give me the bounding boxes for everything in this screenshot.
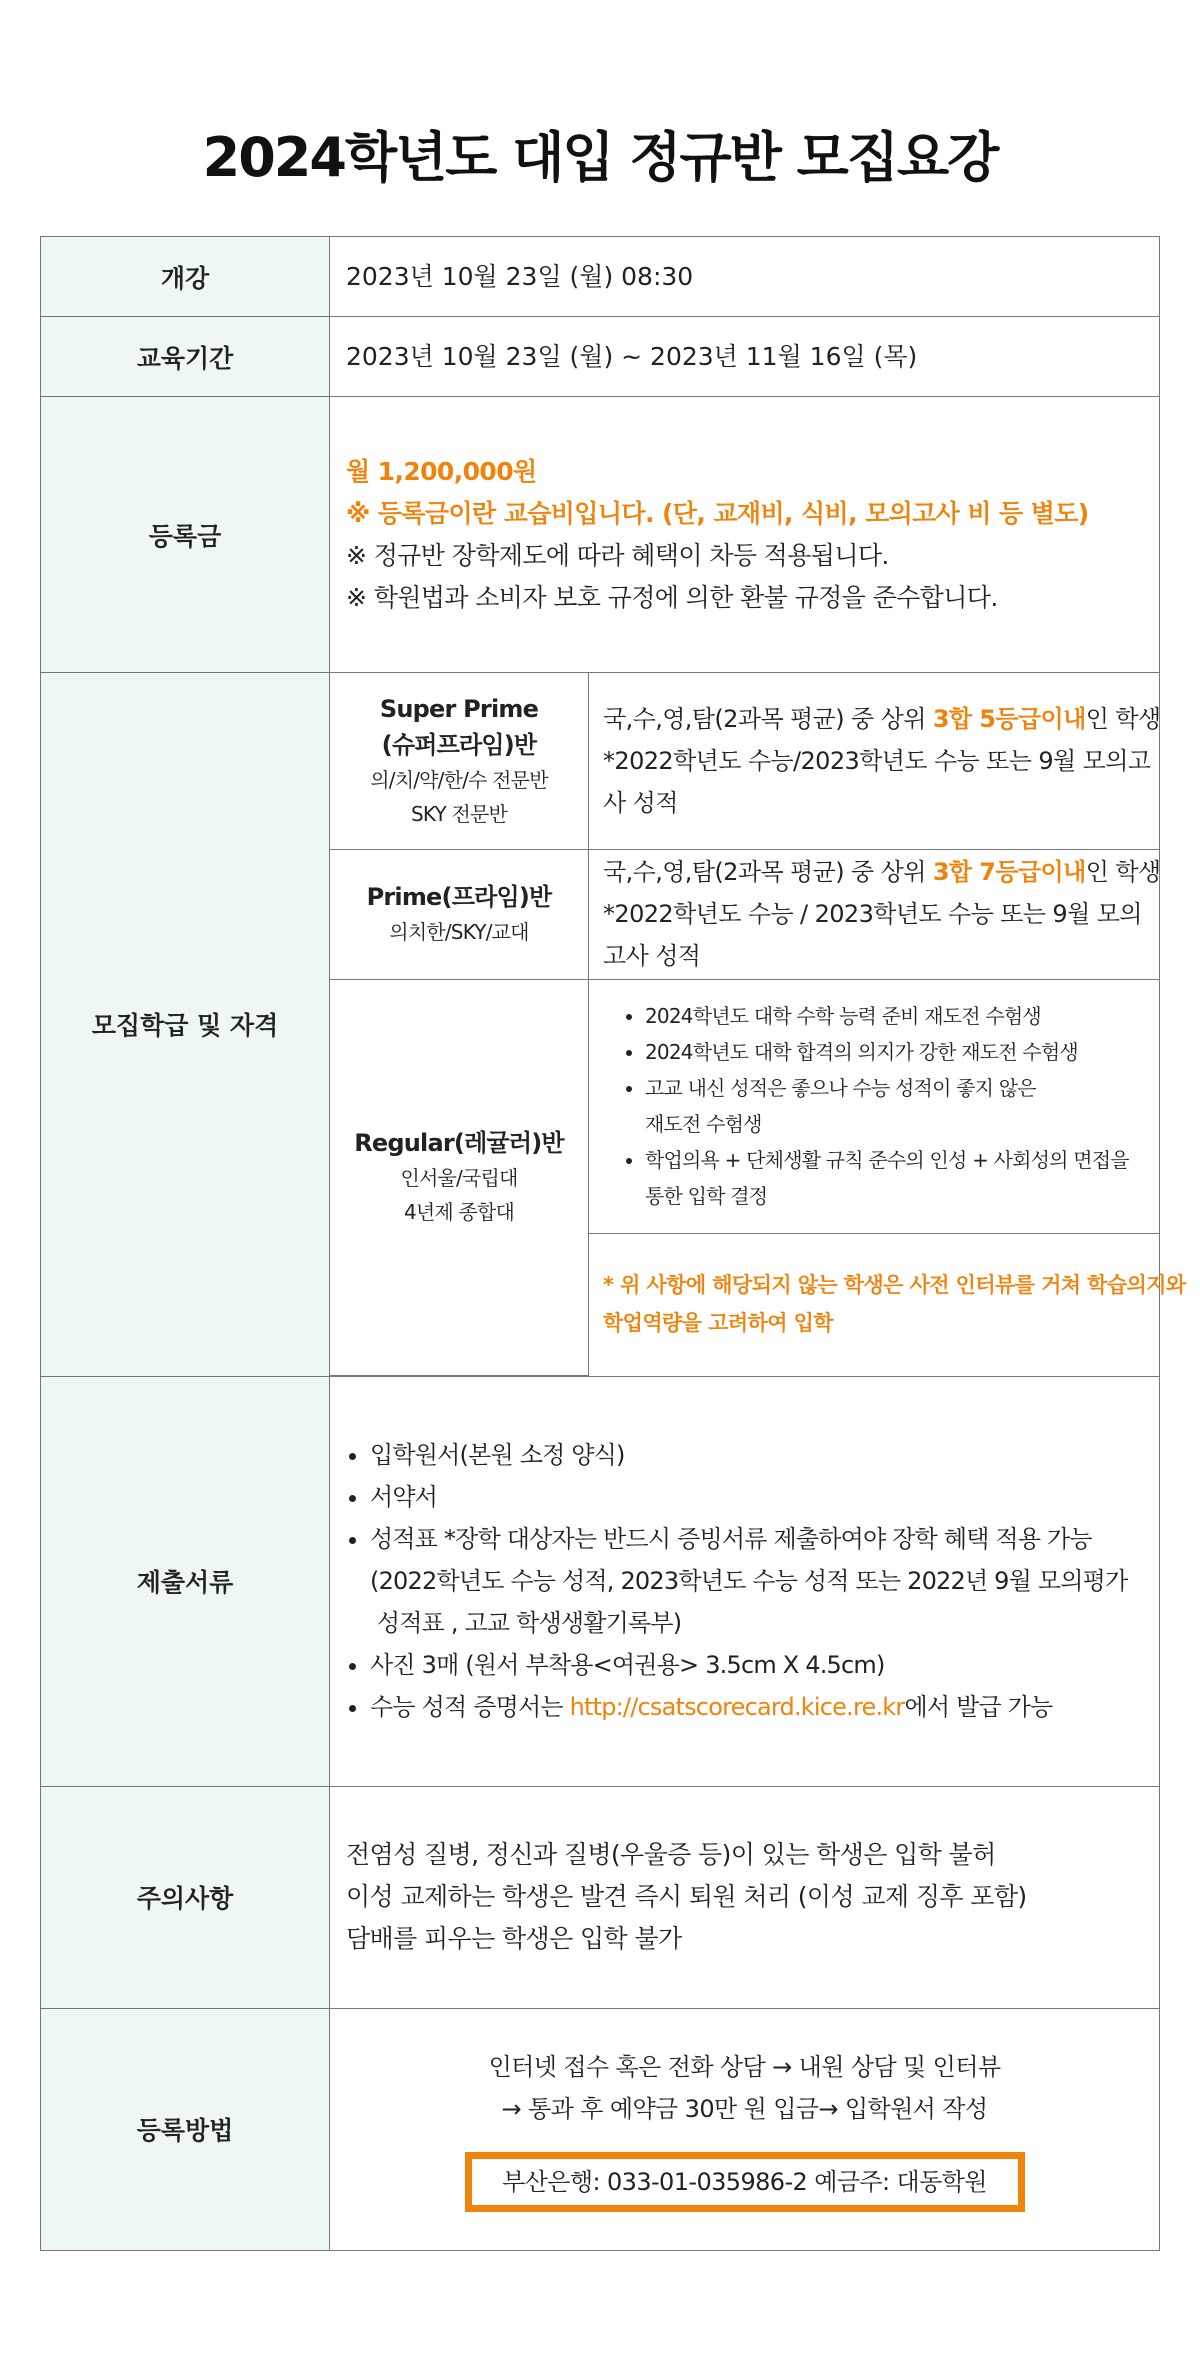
class-table: [330, 673, 1186, 1376]
class-regular-desc: [589, 979, 1160, 1233]
row-classes: [41, 673, 1160, 1377]
class-regular-note: [589, 1233, 1186, 1375]
class-super-prime-detail1: *2022학년도 수능/2023학년도 수능 또는 9월 모의고: [603, 746, 1151, 775]
row-register: [41, 2008, 1160, 2250]
class-prime-detail1: *2022학년도 수능 / 2023학년도 수능 또는 9월 모의: [603, 900, 1142, 928]
fee-amount: 월 1,200,000원: [346, 456, 537, 486]
caution-line3: 담배를 피우는 학생은 입학 불가: [346, 1924, 682, 1953]
class-regular-sub2: 4년제 종합대: [403, 1200, 515, 1224]
csat-scorecard-link[interactable]: http://csatscorecard.kice.re.kr: [569, 1693, 905, 1721]
label-opening: 개강: [41, 237, 330, 317]
list-item: • 사진 3매 (원서 부착용<여권용> 3.5cm X 4.5cm): [370, 1644, 1159, 1686]
class-super-prime: [330, 673, 1159, 849]
class-prime-title: Prime(프라임)반: [366, 883, 552, 911]
caution-line2: 이성 교제하는 학생은 발견 즉시 퇴원 처리 (이성 교제 징후 포함): [346, 1882, 1027, 1911]
list-item: • 고교 내신 성적은 좋으나 수능 성적이 좋지 않은 재도전 수험생: [645, 1070, 1159, 1142]
class-regular-note1: * 위 사항에 해당되지 않는 학생은 사전 인터뷰를 거쳐 학습의지와: [603, 1273, 1186, 1298]
value-opening: 2023년 10월 23일 (월) 08:30: [330, 237, 1160, 317]
list-item: • 성적표 *장학 대상자는 반드시 증빙서류 제출하여야 장학 혜택 적용 가능 (2022학년도 수능 성적, 2023학년도 수능 성적 또는 2022년 9월 모의평가 성적표 , 고교 학생생활기록부): [370, 1518, 1159, 1644]
value-classes: [330, 673, 1186, 1377]
label-caution: 주의사항: [41, 1786, 330, 2008]
list-item: • 수능 성적 증명서는 http://csatscorecard.kice.re.kr에서 발급 가능: [370, 1686, 1159, 1728]
label-period: 교육기간: [41, 317, 330, 397]
value-fee: [330, 397, 1160, 673]
list-item: • 2024학년도 대학 합격의 의지가 강한 재도전 수험생: [645, 1034, 1159, 1070]
list-item: • 2024학년도 대학 수학 능력 준비 재도전 수험생: [645, 998, 1159, 1034]
value-register: [330, 2008, 1160, 2250]
class-super-prime-desc: [589, 673, 1160, 849]
admission-table: [40, 236, 1186, 2251]
value-documents: [330, 1376, 1160, 1786]
class-prime-sub: 의치한/SKY/교대: [389, 920, 529, 944]
label-documents: 제출서류: [41, 1376, 330, 1786]
fee-note-scholarship: ※ 정규반 장학제도에 따라 혜택이 차등 적용됩니다.: [346, 540, 889, 570]
row-fee: [41, 397, 1160, 673]
class-regular-sub1: 인서울/국립대: [400, 1166, 518, 1190]
class-prime-desc: [589, 849, 1160, 979]
fee-note-tuition: ※ 등록금이란 교습비입니다. (단, 교재비, 식비, 모의고사 비 등 별도): [346, 498, 1089, 528]
label-classes: 모집학급 및 자격: [41, 673, 330, 1377]
class-prime-name: [330, 849, 589, 979]
row-period: [41, 317, 1160, 397]
class-regular: [330, 979, 1159, 1233]
value-period: 2023년 10월 23일 (월) ~ 2023년 11월 16일 (목): [330, 317, 1160, 397]
class-prime-detail2: 고사 성적: [603, 942, 701, 970]
class-regular-list: [589, 998, 1159, 1214]
value-caution: [330, 1786, 1160, 2008]
caution-line1: 전염성 질병, 정신과 질병(우울증 등)이 있는 학생은 입학 불허: [346, 1840, 996, 1869]
list-item: • 서약서: [370, 1476, 1159, 1518]
register-line2: → 통과 후 예약금 30만 원 입금→ 입학원서 작성: [501, 2095, 988, 2123]
page-title: 2024학년도 대입 정규반 모집요강: [202, 126, 998, 189]
row-documents: [41, 1376, 1160, 1786]
label-register: 등록방법: [41, 2008, 330, 2250]
class-super-prime-title-ko: (슈퍼프라임)반: [381, 730, 537, 759]
class-super-prime-sub2: SKY 전문반: [410, 801, 508, 826]
class-regular-title: Regular(레귤러)반: [354, 1129, 564, 1157]
row-opening: [41, 237, 1160, 317]
list-item: • 입학원서(본원 소정 양식): [370, 1434, 1159, 1476]
class-super-prime-title-en: Super Prime: [379, 694, 539, 723]
class-regular-name: [330, 979, 589, 1375]
class-regular-note2: 학업역량을 고려하여 입학: [603, 1311, 833, 1336]
bank-account-box: 부산은행: 033-01-035986-2 예금주: 대동학원: [465, 2152, 1025, 2212]
class-super-prime-detail2: 사 성적: [603, 788, 678, 817]
class-super-prime-name: [330, 673, 589, 849]
list-item: • 학업의욕 + 단체생활 규칙 준수의 인성 + 사회성의 면접을 통한 입학 결정: [645, 1142, 1159, 1214]
label-fee: 등록금: [41, 397, 330, 673]
class-super-prime-requirement: 국,수,영,탐(2과목 평균) 중 상위 3합 5등급이내인 학생: [603, 704, 1161, 733]
class-prime: [330, 849, 1159, 979]
class-prime-requirement: 국,수,영,탐(2과목 평균) 중 상위 3합 7등급이내인 학생: [603, 858, 1161, 886]
row-caution: [41, 1786, 1160, 2008]
fee-note-refund: ※ 학원법과 소비자 보호 규정에 의한 환불 규정을 준수합니다.: [346, 582, 998, 612]
class-super-prime-sub1: 의/치/약/한/수 전문반: [370, 767, 548, 792]
documents-list: [330, 1434, 1159, 1728]
register-line1: 인터넷 접수 혹은 전화 상담 → 내원 상담 및 인터뷰: [488, 2053, 1001, 2081]
